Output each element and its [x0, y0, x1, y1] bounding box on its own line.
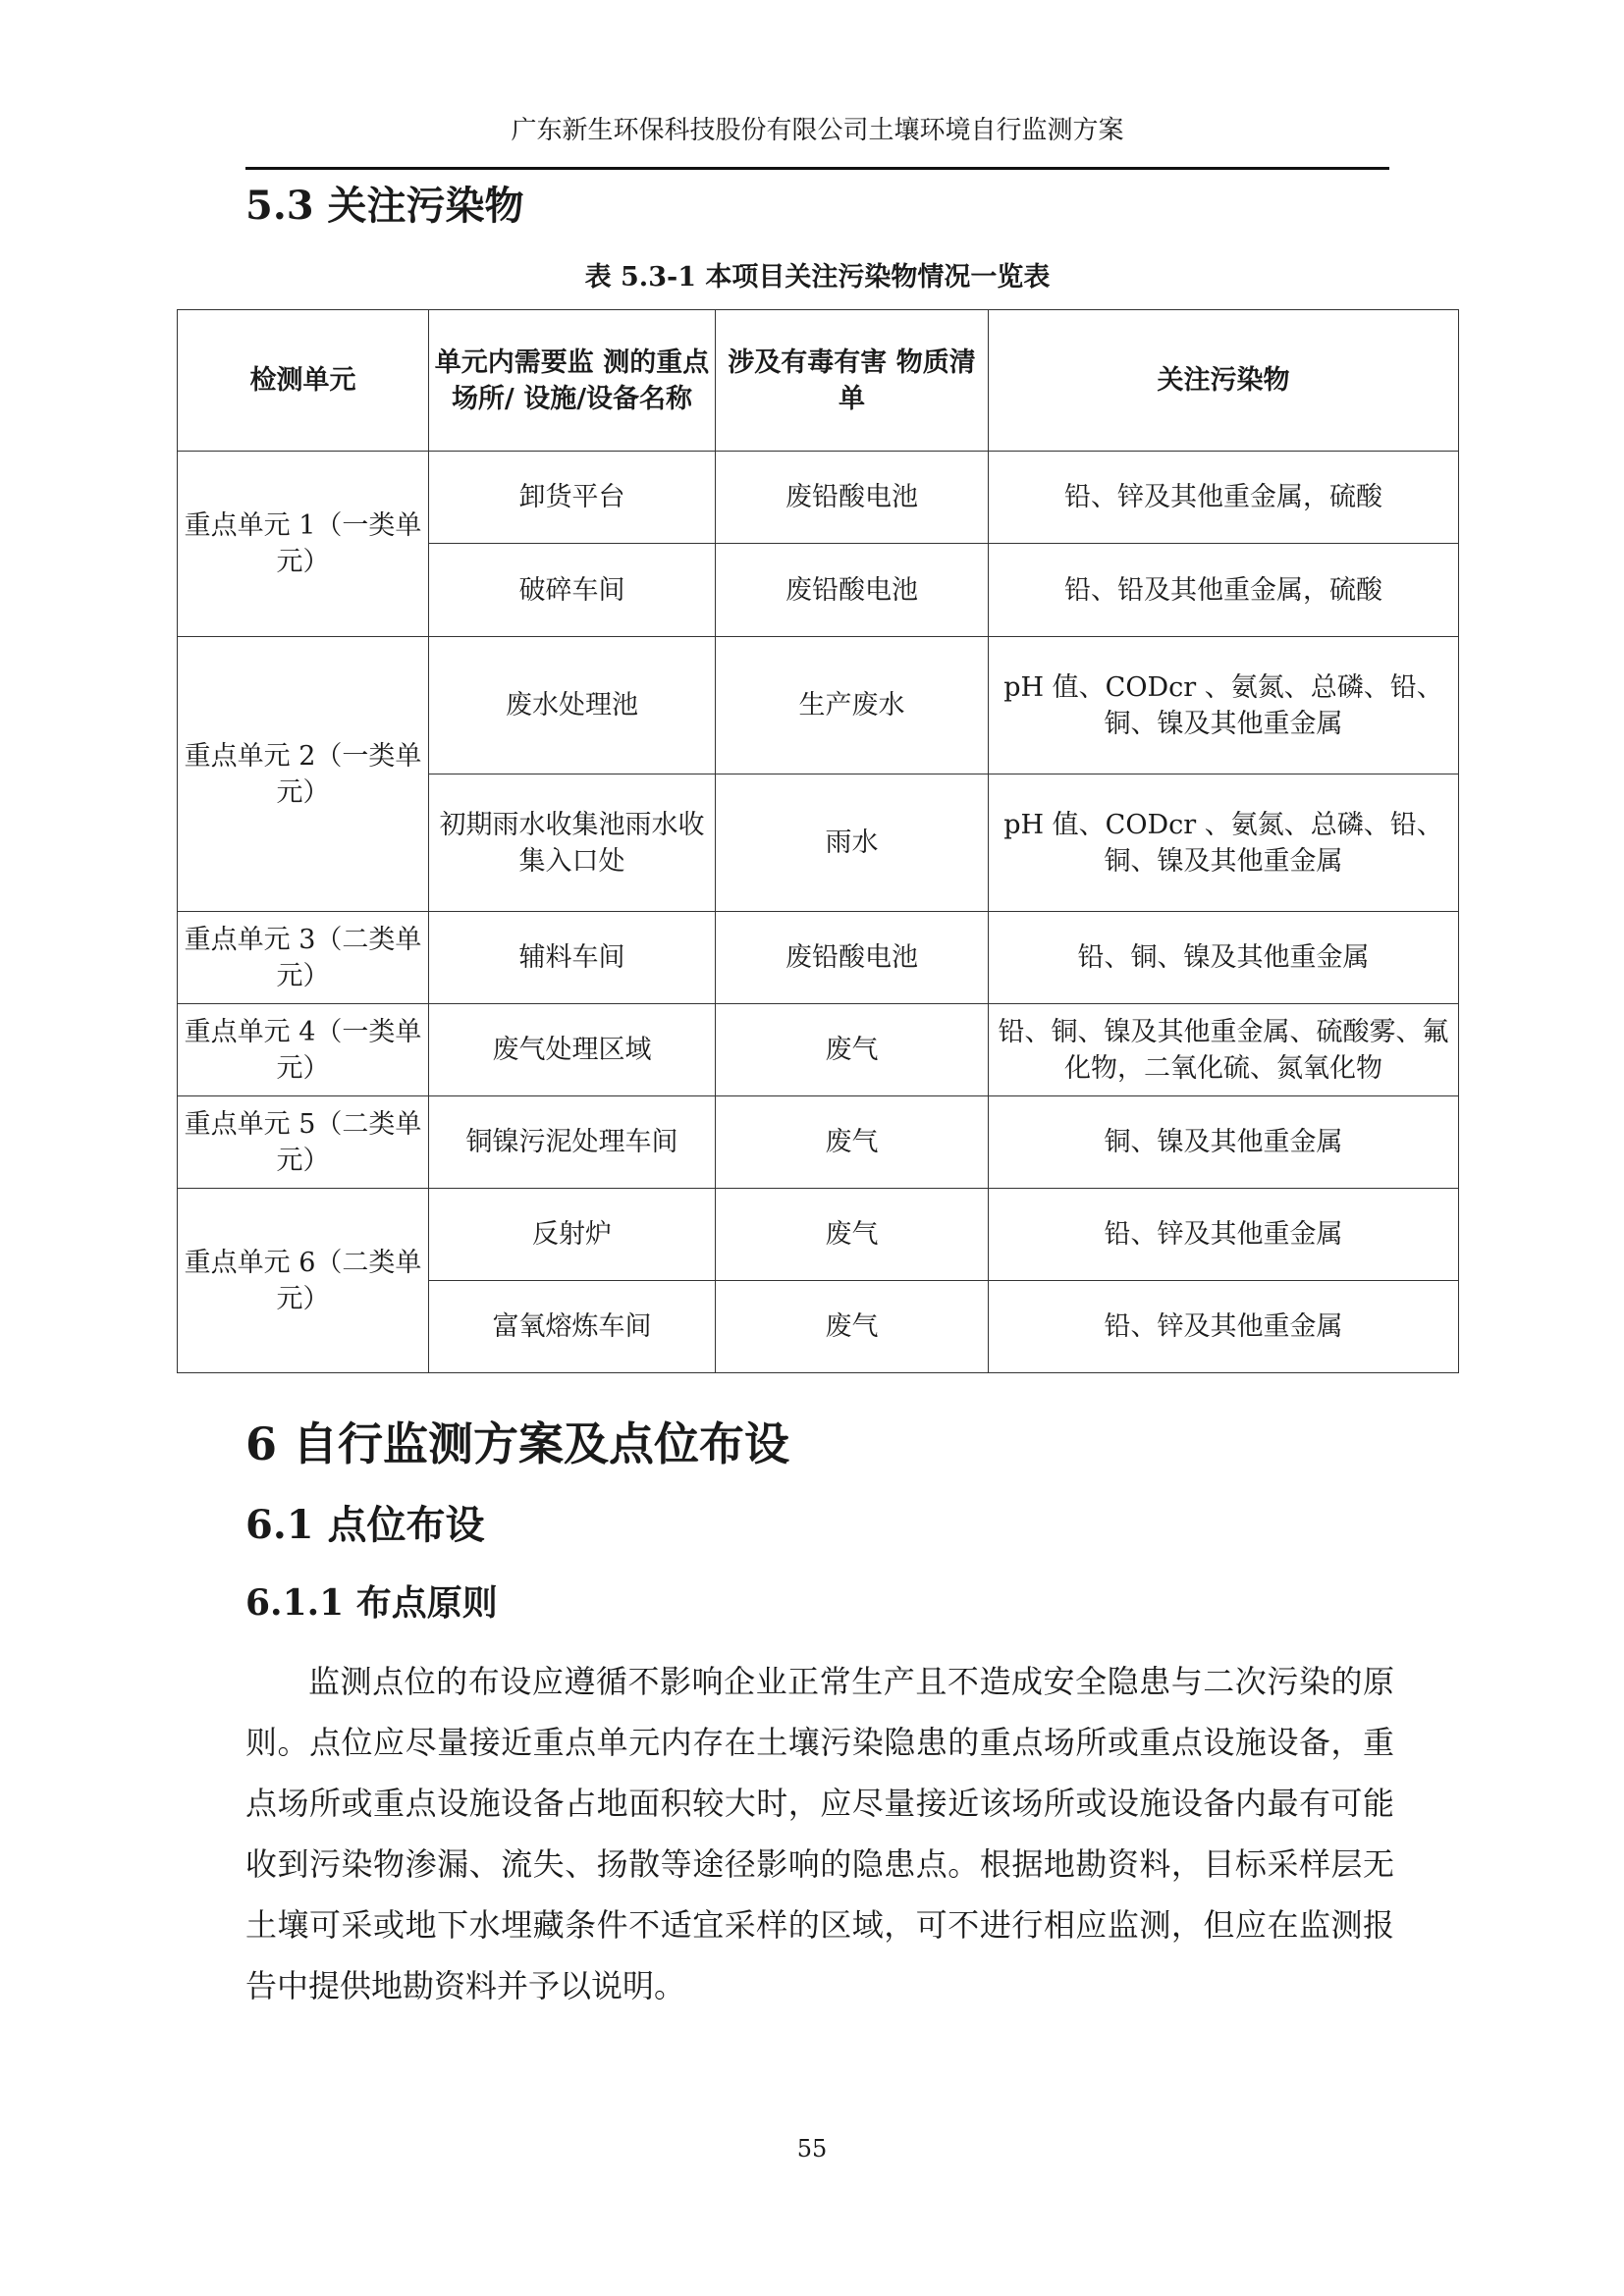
table-row	[178, 1096, 1459, 1189]
section-6-1-heading: 6.1 点位布设	[245, 1502, 485, 1548]
cell-facility: 卸货平台	[429, 452, 716, 544]
cell-facility: 辅料车间	[429, 912, 716, 1004]
cell-substance: 废气	[716, 1096, 989, 1189]
cell-substance: 生产废水	[716, 637, 989, 774]
col-header-substance: 涉及有毒有害 物质清单	[716, 310, 989, 452]
cell-facility: 废气处理区域	[429, 1004, 716, 1096]
cell-facility: 废水处理池	[429, 637, 716, 774]
col-header-pollutants: 关注污染物	[989, 310, 1459, 452]
cell-unit: 重点单元 5（二类单元）	[178, 1096, 429, 1189]
cell-facility: 富氧熔炼车间	[429, 1281, 716, 1373]
header-rule	[245, 167, 1389, 170]
page-number: 55	[796, 2135, 828, 2163]
cell-substance: 废气	[716, 1189, 989, 1281]
cell-substance: 雨水	[716, 774, 989, 912]
table-header-row	[178, 310, 1459, 452]
section-5-3-heading: 5.3 关注污染物	[245, 183, 524, 229]
cell-facility: 破碎车间	[429, 544, 716, 637]
table-row	[178, 452, 1459, 544]
col-header-unit: 检测单元	[178, 310, 429, 452]
body-paragraph: 监测点位的布设应遵循不影响企业正常生产且不造成安全隐患与二次污染的原则。点位应尽量接近重点单元内存在土壤污染隐患的重点场所或重点设施设备，重点场所或重点设施设备占地面积较大时，应尽量接近该场所或设施设备内最有可能收到污染物渗漏、流失、扬散等途径影响的隐患点。根据地勘资料，目标采样层无土壤可采或地下水埋藏条件不适宜采样的区域，可不进行相应监测，但应在监测报告中提供地勘资料并予以说明。	[245, 1663, 1394, 2004]
cell-pollutants: 铅、铜、镍及其他重金属	[989, 912, 1459, 1004]
table-row	[178, 912, 1459, 1004]
cell-unit: 重点单元 3（二类单元）	[178, 912, 429, 1004]
cell-facility: 铜镍污泥处理车间	[429, 1096, 716, 1189]
col-header-facility: 单元内需要监 测的重点场所/ 设施/设备名称	[429, 310, 716, 452]
section-6-1-1-heading: 6.1.1 布点原则	[245, 1582, 498, 1624]
running-header: 广东新生环保科技股份有限公司土壤环境自行监测方案	[511, 116, 1124, 145]
cell-facility: 初期雨水收集池雨水收集入口处	[429, 774, 716, 912]
cell-unit: 重点单元 1（一类单元）	[178, 452, 429, 637]
table-caption: 表 5.3-1 本项目关注污染物情况一览表	[584, 262, 1051, 293]
cell-pollutants: pH 值、CODcr 、氨氮、总磷、铅、铜、镍及其他重金属	[989, 774, 1459, 912]
cell-substance: 废铅酸电池	[716, 544, 989, 637]
cell-substance: 废气	[716, 1281, 989, 1373]
cell-pollutants: 铅、铜、镍及其他重金属、硫酸雾、氟化物，二氧化硫、氮氧化物	[989, 1004, 1459, 1096]
cell-pollutants: 铅、锌及其他重金属，硫酸	[989, 452, 1459, 544]
section-6-heading: 6 自行监测方案及点位布设	[245, 1417, 790, 1470]
cell-pollutants: 铜、镍及其他重金属	[989, 1096, 1459, 1189]
table-row	[178, 637, 1459, 774]
table-row	[178, 1004, 1459, 1096]
cell-pollutants: 铅、锌及其他重金属	[989, 1281, 1459, 1373]
cell-substance: 废铅酸电池	[716, 912, 989, 1004]
cell-substance: 废铅酸电池	[716, 452, 989, 544]
cell-pollutants: pH 值、CODcr 、氨氮、总磷、铅、铜、镍及其他重金属	[989, 637, 1459, 774]
cell-substance: 废气	[716, 1004, 989, 1096]
cell-pollutants: 铅、铅及其他重金属，硫酸	[989, 544, 1459, 637]
cell-unit: 重点单元 4（一类单元）	[178, 1004, 429, 1096]
cell-pollutants: 铅、锌及其他重金属	[989, 1189, 1459, 1281]
pollutants-table	[177, 309, 1459, 1373]
cell-unit: 重点单元 6（二类单元）	[178, 1189, 429, 1373]
cell-facility: 反射炉	[429, 1189, 716, 1281]
cell-unit: 重点单元 2（一类单元）	[178, 637, 429, 912]
table-row	[178, 1189, 1459, 1281]
